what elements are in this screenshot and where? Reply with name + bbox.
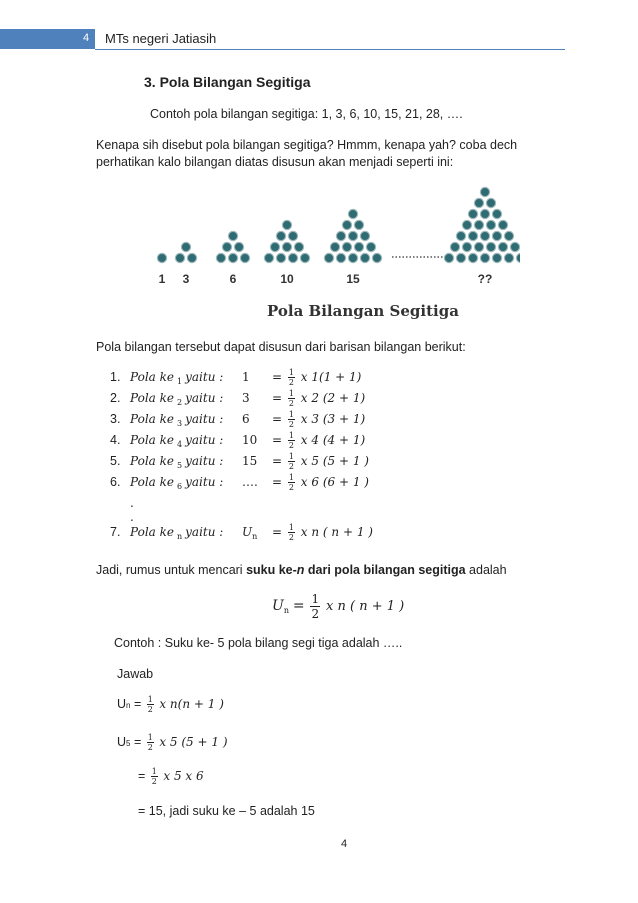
dot	[468, 231, 477, 240]
dot	[474, 198, 483, 207]
dot	[276, 253, 285, 262]
dot	[486, 198, 495, 207]
list-item-formula: = $\frac{1}{2}$ x 2 (2 + 1)	[272, 389, 366, 408]
dot-triangle-label: 3	[182, 272, 190, 286]
dot	[516, 253, 520, 262]
list-item-label: Pola ke $_n$ yaitu :	[130, 525, 224, 541]
dot	[468, 253, 477, 262]
header-accent-bar	[0, 29, 95, 49]
dot	[181, 242, 190, 251]
dot	[222, 242, 231, 251]
intro-line-1: Kenapa sih disebut pola bilangan segitiga? Hmmm, kenapa yah? coba dech	[96, 138, 518, 152]
dot	[270, 242, 279, 251]
list-item-index: 2.	[110, 391, 121, 405]
step-2: U5 = $\frac{1}{2}$ x 5 (5 + 1 )	[117, 733, 228, 752]
dot	[462, 242, 471, 251]
dot-triangle	[324, 209, 381, 286]
list-intro: Pola bilangan tersebut dapat disusun dari barisan bilangan berikut:	[96, 340, 466, 354]
dot	[474, 242, 483, 251]
list-item-index: 4.	[110, 433, 121, 447]
example-sequence: Contoh pola bilangan segitiga: 1, 3, 6, 10, 15, 21, 28, ….	[150, 107, 463, 121]
dot-triangle-label: 15	[346, 272, 360, 286]
dot	[504, 253, 513, 262]
header-title: MTs negeri Jatiasih	[105, 31, 217, 46]
step-1: Un = $\frac{1}{2}$ x n(n + 1 )	[117, 695, 224, 714]
dot	[187, 253, 196, 262]
list-item-value: 15	[242, 454, 258, 468]
list-item-label: Pola ke $_1$ yaitu :	[130, 370, 224, 386]
list-item-label: Pola ke $_3$ yaitu :	[130, 412, 224, 428]
dot	[324, 253, 333, 262]
dot	[342, 220, 351, 229]
dot	[288, 253, 297, 262]
dot	[456, 231, 465, 240]
dot-triangle	[175, 242, 196, 286]
list-item-formula: = $\frac{1}{2}$ x 6 (6 + 1 )	[272, 473, 369, 492]
dot	[234, 242, 243, 251]
dot	[294, 242, 303, 251]
list-item-index: 1.	[110, 370, 121, 384]
dot	[492, 209, 501, 218]
final-answer: = 15, jadi suku ke – 5 adalah 15	[138, 804, 315, 818]
dot-triangle-label: ??	[477, 272, 493, 286]
dot	[354, 242, 363, 251]
list-item-index: 6.	[110, 475, 121, 489]
list-item-value: 6	[242, 412, 250, 426]
dot	[348, 209, 357, 218]
intro-line-2: perhatikan kalo bilangan diatas disusun akan menjadi seperti ini:	[96, 155, 454, 169]
dot	[474, 220, 483, 229]
list-item-label: Pola ke $_4$ yaitu :	[130, 433, 224, 449]
dot	[486, 242, 495, 251]
dot	[216, 253, 225, 262]
dot	[372, 253, 381, 262]
dot	[336, 231, 345, 240]
conclusion-text: Jadi, rumus untuk mencari suku ke-n dari pola bilangan segitiga adalah	[96, 563, 507, 577]
dot	[504, 231, 513, 240]
dot	[462, 220, 471, 229]
dot	[486, 220, 495, 229]
list-item-value: 1	[242, 370, 250, 384]
dot	[240, 253, 249, 262]
dot	[354, 220, 363, 229]
dot-triangle-label: 1	[158, 272, 166, 286]
ellipsis-dot: .	[130, 510, 134, 524]
dot	[330, 242, 339, 251]
dot	[348, 253, 357, 262]
dot	[480, 187, 489, 196]
dot	[366, 242, 375, 251]
dot	[300, 253, 309, 262]
dot	[282, 220, 291, 229]
answer-label: Jawab	[117, 667, 154, 681]
dot	[348, 231, 357, 240]
dot-triangle	[216, 231, 249, 286]
header-page-number: 4	[83, 32, 90, 44]
list-item-formula: = $\frac{1}{2}$ x 3 (3 + 1)	[272, 410, 366, 429]
list-item-value: ….	[242, 475, 258, 489]
dot	[498, 220, 507, 229]
dot-triangle-label: 6	[229, 272, 237, 286]
list-item-formula: = $\frac{1}{2}$ x 4 (4 + 1)	[272, 431, 366, 450]
dot	[480, 209, 489, 218]
general-formula: $U_n$ = $\frac{1}{2}$ x n ( n + 1 )	[272, 592, 405, 621]
dot	[468, 209, 477, 218]
dot	[360, 253, 369, 262]
section-title: 3. Pola Bilangan Segitiga	[144, 74, 311, 90]
figure-caption: Pola Bilangan Segitiga	[267, 302, 459, 320]
dot	[264, 253, 273, 262]
dot	[288, 231, 297, 240]
dot-triangle	[264, 220, 309, 286]
header-rule	[95, 49, 565, 50]
list-item-formula: = $\frac{1}{2}$ x 5 (5 + 1 )	[272, 452, 369, 471]
dot	[228, 253, 237, 262]
dot	[480, 253, 489, 262]
footer-page-number: 4	[341, 838, 348, 850]
list-item-index: 7.	[110, 525, 121, 539]
dot	[480, 231, 489, 240]
step-3: = $\frac{1}{2}$ x 5 x 6	[138, 767, 204, 786]
list-item-formula: = $\frac{1}{2}$ x n ( n + 1 )	[272, 523, 373, 542]
dot-triangle	[157, 253, 166, 286]
dot	[336, 253, 345, 262]
dot	[492, 253, 501, 262]
dot	[510, 242, 519, 251]
dot	[450, 242, 459, 251]
dot-triangle	[444, 187, 520, 286]
un-symbol: $U_n$	[242, 525, 258, 541]
dot	[157, 253, 166, 262]
list-item-formula: = $\frac{1}{2}$ x 1(1 + 1)	[272, 368, 362, 387]
dot	[498, 242, 507, 251]
dot	[228, 231, 237, 240]
list-item-index: 5.	[110, 454, 121, 468]
dot	[175, 253, 184, 262]
dot	[444, 253, 453, 262]
example-question: Contoh : Suku ke- 5 pola bilang segi tiga adalah …..	[114, 636, 403, 650]
list-item-label: Pola ke $_6$ yaitu :	[130, 475, 224, 491]
dot	[456, 253, 465, 262]
dot	[282, 242, 291, 251]
list-item-label: Pola ke $_2$ yaitu :	[130, 391, 224, 407]
dot	[360, 231, 369, 240]
list-item-value: 10	[242, 433, 258, 447]
dot	[276, 231, 285, 240]
list-item-label: Pola ke $_5$ yaitu :	[130, 454, 224, 470]
dot	[342, 242, 351, 251]
ellipsis-dot: .	[130, 496, 134, 510]
list-item-value: 3	[242, 391, 250, 405]
list-item-index: 3.	[110, 412, 121, 426]
dot-triangle-label: 10	[280, 272, 294, 286]
triangular-dots-figure	[140, 180, 520, 305]
dot	[492, 231, 501, 240]
